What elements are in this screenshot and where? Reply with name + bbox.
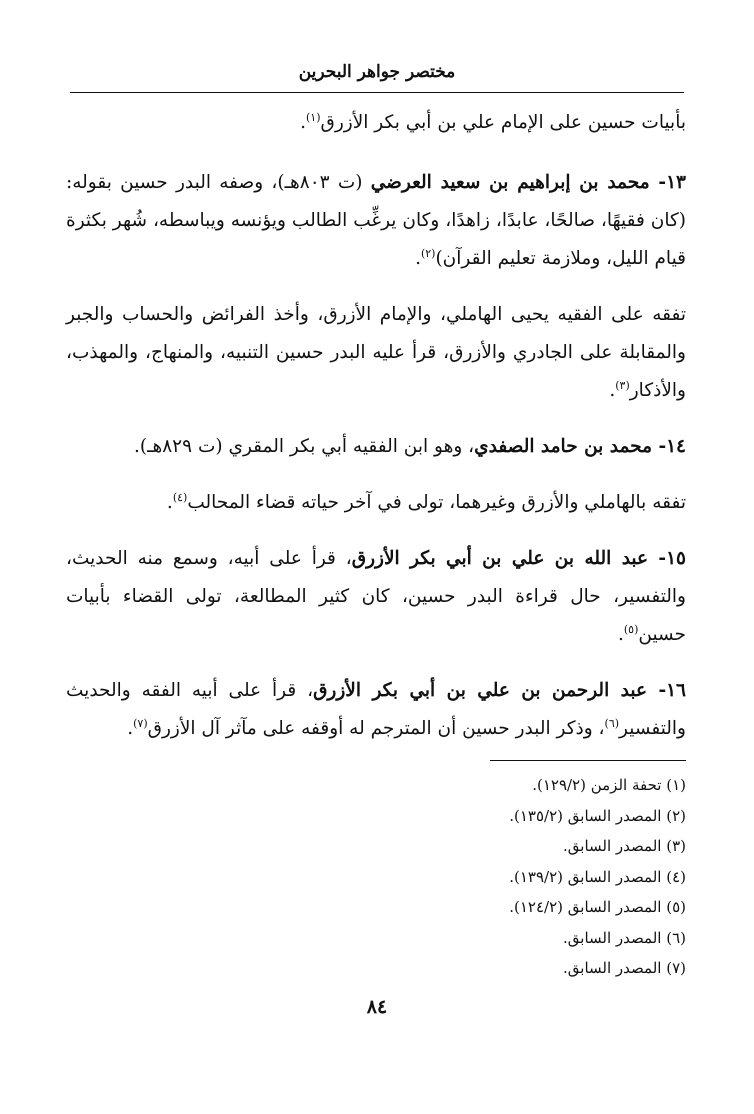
paragraph-2 [66,164,686,278]
footnote-ref-1[interactable]: (١) [305,110,321,124]
paragraph-3-text: تفقه على الفقيه يحيى الهاملي، والإمام الأزرق، وأخذ الفرائض والحساب والجبر والمقابلة على الجادري والأزرق، قرأ عليه البدر حسين التنبيه، والمنهاج، والمهذب، والأذكار [66,304,686,401]
footnote-6: (٦) المصدر السابق. [563,928,686,947]
footnote-1: (١) تحفة الزمن (١٢٩/٢). [532,776,686,794]
entry-15-name: ١٥- عبد الله بن علي بن أبي بكر الأزرق [351,548,686,569]
paragraph-7-text-b: ، وذكر البدر حسين أن المترجم له أوقفه على مآثر آل الأزرق [147,718,605,739]
footnote-ref-3[interactable]: (٣) [615,378,630,392]
paragraph-1-text: بأبيات حسين على الإمام علي بن أبي بكر الأزرق [320,112,686,133]
paragraph-2-tail: . [415,248,421,269]
footnote-7: (٧) المصدر السابق. [563,959,686,977]
paragraph-6-text: ، قرأ على أبيه، وسمع منه الحديث، والتفسير، حال قراءة البدر حسين، كان كثير المطالعة، تولى القضاء بأبيات حسين [66,548,686,645]
footnote-ref-6[interactable]: (٦) [604,716,620,730]
footnote-2: (٢) المصدر السابق (١٣٥/٢). [509,806,686,825]
footnotes-list [66,770,686,984]
paragraph-3 [66,296,686,410]
paragraph-7 [66,672,686,748]
footnote-ref-7[interactable]: (٧) [133,716,148,730]
paragraph-1-tail: . [300,112,306,133]
footnote-ref-4[interactable]: (٤) [172,490,188,504]
running-header: مختصر جواهر البحرين [298,62,456,82]
paragraph-6 [66,540,686,654]
paragraph-7-text-a: ، قرأ على أبيه الفقه والحديث والتفسير [66,680,686,739]
footnote-3: (٣) المصدر السابق. [563,837,686,855]
paragraph-1 [66,104,686,142]
paragraph-6-tail: . [617,624,624,645]
footnote-separator [490,760,686,761]
paragraph-5 [66,484,686,522]
footnote-4: (٤) المصدر السابق (١٣٩/٢). [509,867,686,886]
paragraph-7-tail: . [127,718,134,739]
entry-14-name: ١٤- محمد بن حامد الصفدي [474,436,686,457]
footnote-ref-2[interactable]: (٢) [420,246,436,260]
footnote-5: (٥) المصدر السابق (١٢٤/٢). [509,898,686,916]
paragraph-2-text: (ت ٨٠٣هـ)، وصفه البدر حسين بقوله: (كان فقيهًا، صالحًا، عابدًا، زاهدًا، وكان يرغِّب الطالب ويؤنسه ويباسطه، شُهر بكثرة قيام الليل، وملازمة تعليم القرآن) [66,172,686,269]
footnote-ref-5[interactable]: (٥) [623,622,639,636]
paragraph-4-text: ، وهو ابن الفقيه أبي بكر المقري (ت ٨٢٩هـ). [133,436,475,457]
paragraph-4 [66,428,686,466]
paragraph-5-text: تفقه بالهاملي والأزرق وغيرهما، تولى في آخر حياته قضاء المحالب [187,492,686,513]
entry-16-name: ١٦- عبد الرحمن بن علي بن أبي بكر الأزرق [313,680,686,701]
page-number: ٨٤ [366,996,388,1018]
paragraph-5-tail: . [166,492,173,513]
entry-13-name: ١٣- محمد بن إبراهيم بن سعيد العرضي [370,172,686,193]
main-text [66,104,686,766]
paragraph-3-tail: . [609,380,616,401]
header-rule [70,92,684,93]
